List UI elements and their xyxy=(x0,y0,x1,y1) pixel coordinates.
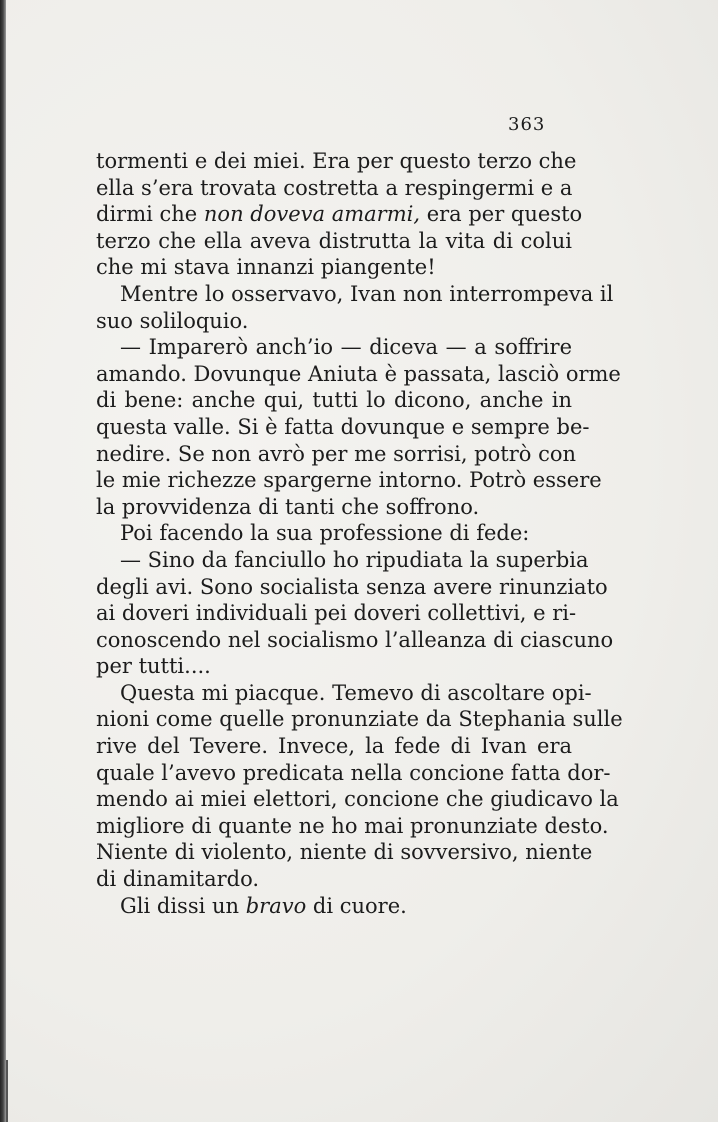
page-binding-edge xyxy=(0,0,6,1122)
italic-phrase: non doveva amarmi, xyxy=(203,202,421,227)
text-line: conoscendo nel socialismo l’alleanza di ciascuno xyxy=(96,627,614,652)
text-line: rive del Tevere. Invece, la fede di Ivan era xyxy=(96,734,572,759)
text-line: Poi facendo la sua professione di fede: xyxy=(120,521,530,546)
text-line: tormenti e dei miei. Era per questo terzo che xyxy=(96,149,577,173)
text-line: Mentre lo osservavo, Ivan non interrompeva il xyxy=(120,281,614,306)
body-text xyxy=(96,148,623,919)
text-line: di bene: anche qui, tutti lo dicono, anche in xyxy=(96,388,572,413)
text-line: Niente di violento, niente di sovversivo, niente xyxy=(96,840,593,865)
text-line: ai doveri individuali pei doveri collettivi, e ri- xyxy=(96,601,577,626)
text-line: per tutti.... xyxy=(96,654,211,679)
text-line: quale l’avevo predicata nella concione fatta dor- xyxy=(96,760,611,785)
text-line: nioni come quelle pronunziate da Stephania sulle xyxy=(96,707,623,732)
text-line: che mi stava innanzi piangente! xyxy=(96,255,436,280)
text-line xyxy=(96,201,583,228)
text-line: — Sino da fanciullo ho ripudiata la superbia xyxy=(120,547,589,572)
text-line: mendo ai miei elettori, concione che giudicavo la xyxy=(96,787,619,812)
text-line: questa valle. Si è fatta dovunque e sempre be- xyxy=(96,414,590,439)
text-line: degli avi. Sono socialista senza avere rinunziato xyxy=(96,574,608,599)
text-line: migliore di quante ne ho mai pronunziate desto. xyxy=(96,813,609,838)
text-line xyxy=(96,893,572,920)
text-segment: dirmi che xyxy=(96,202,204,227)
text-line: la provvidenza di tanti che soffrono. xyxy=(96,494,480,519)
text-line: suo soliloquio. xyxy=(96,308,249,333)
text-line: le mie richezze spargerne intorno. Potrò essere xyxy=(96,468,602,493)
text-segment: Gli dissi un xyxy=(120,893,246,918)
text-line: amando. Dovunque Aniuta è passata, lasciò orme xyxy=(96,361,621,386)
binding-mark xyxy=(6,1060,8,1122)
page-number: 363 xyxy=(508,114,546,135)
text-line: ella s’era trovata costretta a respingermi e a xyxy=(96,175,573,200)
text-line: terzo che ella aveva distrutta la vita di colui xyxy=(96,228,572,253)
text-line: nedire. Se non avrò per me sorrisi, potrò con xyxy=(96,441,576,466)
text-segment: era per questo xyxy=(420,202,583,227)
text-line: di dinamitardo. xyxy=(96,867,260,892)
italic-word: bravo xyxy=(245,893,307,918)
text-segment: di cuore. xyxy=(306,893,407,918)
text-line: — Imparerò anch’io — diceva — a soffrire xyxy=(120,335,572,360)
text-line: Questa mi piacque. Temevo di ascoltare opi- xyxy=(120,680,592,705)
